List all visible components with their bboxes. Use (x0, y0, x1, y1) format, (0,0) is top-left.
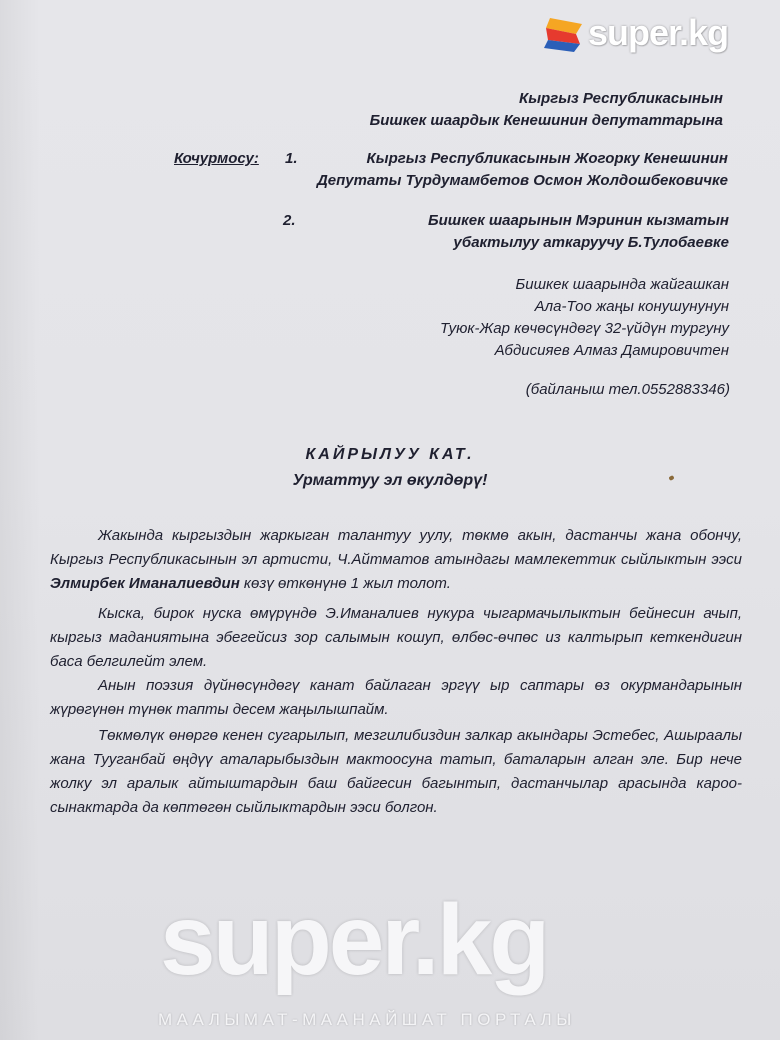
sender-line: Ала-Тоо жаңы конушунунун (534, 298, 729, 315)
addressee-line: Кыргыз Республикасынын (519, 90, 723, 107)
body-paragraph-1 (50, 524, 742, 602)
copy-recipient-line: Депутаты Турдумамбетов Осмон Жолдошбековичке (316, 172, 728, 189)
addressee-line: Бишкек шаардык Кенешинин депутаттарына (369, 112, 723, 129)
sender-line: Туюк-Жар көчөсүндөгү 32-үйдүн тургуну (439, 320, 729, 337)
logo-text: super.kg (588, 12, 729, 53)
paragraph-text: Кыска, бирок нуска өмүрүндө Э.Иманалиев нукура чыгармачылыктын бейнесин ачып, кыргыз маданиятына эбегейсиз зор салымын кошуп, өлбөс-өчпөс из калтырып кеткендигин баса белгилейт элем. (50, 605, 742, 670)
body-paragraph-3 (50, 674, 742, 728)
page-shadow (0, 0, 40, 1040)
letter-title: КАЙРЫЛУУ КАТ. (305, 446, 475, 463)
body-paragraph-4 (50, 724, 742, 826)
watermark-subtitle: МААЛЫМАТ-МААНАЙШАТ ПОРТАЛЫ (158, 1010, 576, 1029)
letter-greeting: Урматтуу эл өкулдөрү! (292, 472, 488, 489)
honoree-name: Элмирбек Иманалиевдин (50, 575, 240, 592)
copy-recipient-line: Бишкек шаарынын Мэринин кызматын (428, 212, 729, 229)
body-paragraph-2 (50, 602, 742, 680)
sender-line: Абдисияев Алмаз Дамировичтен (494, 342, 729, 359)
copy-recipient-line: Кыргыз Республикасынын Жогорку Кенешинин (366, 150, 728, 167)
super-kg-logo-icon (544, 14, 588, 54)
sender-line: Бишкек шаарында жайгашкан (515, 276, 729, 293)
copy-number: 2. (283, 212, 296, 229)
contact-phone: (байланыш тел.0552883346) (525, 381, 730, 398)
watermark-logo: super.kg (160, 884, 548, 996)
paragraph-text: Анын поэзия дүйнөсүндөгү канат байлаган эргүү ыр саптары өз окурмандарынын жүрөгүнөн түнөк тапты десем жаңылышпайм. (50, 677, 742, 718)
copy-number: 1. (285, 150, 298, 167)
addressee-block (370, 88, 723, 132)
paragraph-text: Жакында кыргыздын жаркыган талантуу уулу, төкмө акын, дастанчы жана обончу, Кыргыз Республикасынын эл артисти, Ч.Айтматов атындагы мамлекеттик сыйлыктын ээси (50, 527, 742, 568)
copy-recipient-line: убактылуу аткаруучу Б.Тулобаевке (453, 234, 729, 251)
paragraph-text: Төкмөлүк өнөргө кенен сугарылып, мезгилибиздин залкар акындары Эстебес, Ашыраалы жана Тууганбай өңдүү аталарыбыздын мактоосуна татып, баталарын алган эле. Бир нече жолку эл аралык айтыштардын баш байгесин багынтып, дастанчылар арасында кароо-сынактарда да көптөгөн сыйлыктардын ээси болгон. (50, 727, 742, 816)
sender-block (440, 274, 729, 362)
paragraph-text: көзү өткөнүнө 1 жыл толот. (239, 575, 451, 592)
super-kg-logo[interactable] (544, 12, 776, 56)
copies-label: Кочурмосу: (174, 150, 259, 167)
